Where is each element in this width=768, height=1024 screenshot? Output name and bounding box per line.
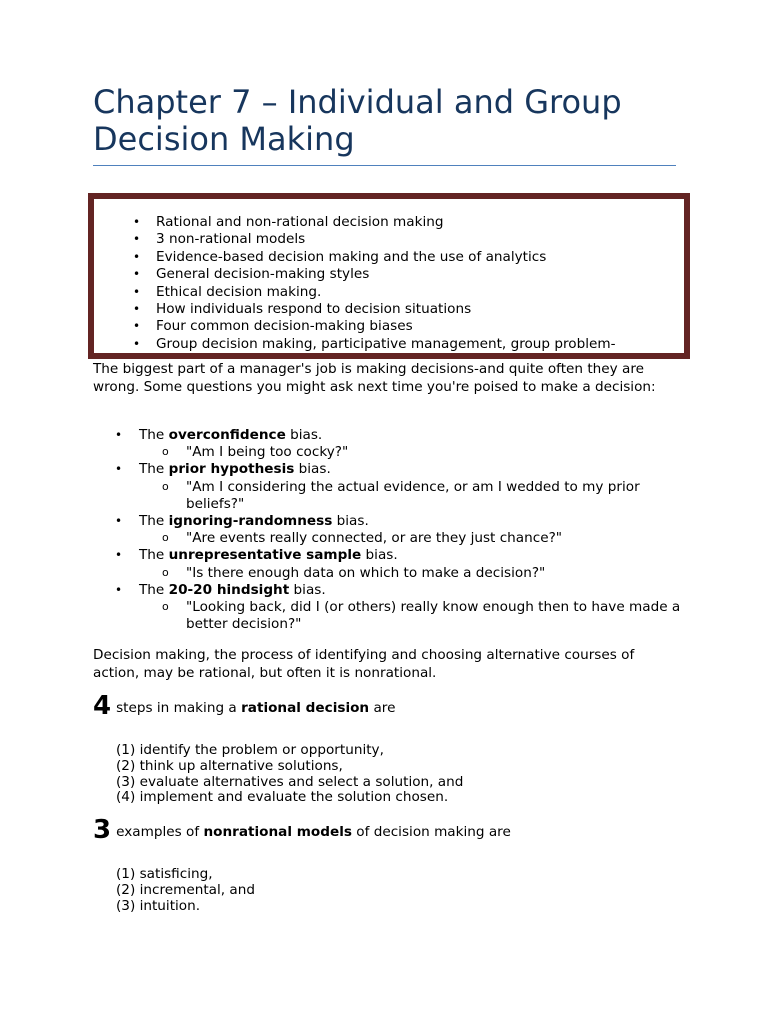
bias-question: o "Looking back, did I (or others) really know enough then to have made a better decision?" xyxy=(139,599,683,633)
bias-name: ignoring-randomness xyxy=(168,513,333,530)
topic-item: • 3 non-rational models xyxy=(94,231,616,248)
bias-question: o "Am I considering the actual evidence, or am I wedded to my prior beliefs?" xyxy=(139,479,683,513)
topic-item: • Four common decision-making biases xyxy=(94,318,616,335)
bias-prefix: The xyxy=(139,547,169,564)
bias-prefix: The xyxy=(139,513,169,530)
nonrational-post: of decision making are xyxy=(351,824,511,840)
step-item: (4) implement and evaluate the solution chosen. xyxy=(116,789,449,806)
bias-prefix: The xyxy=(139,581,169,598)
nonrational-models xyxy=(116,867,255,914)
bias-question: o "Am I being too cocky?" xyxy=(139,444,683,461)
bias-name: 20-20 hindsight xyxy=(168,581,290,598)
bias-question: o "Is there enough data on which to make a decision?" xyxy=(139,565,683,582)
bias-suffix: bias. xyxy=(294,461,331,478)
rational-heading xyxy=(93,691,396,721)
nonrational-number: 3 xyxy=(93,815,112,845)
title-underline xyxy=(93,165,676,166)
rational-post: are xyxy=(369,700,396,716)
rational-bold: rational decision xyxy=(241,700,370,716)
bias-question: o "Are events really connected, or are they just chance?" xyxy=(139,530,683,547)
rational-pre: steps in making a xyxy=(116,700,242,716)
topic-item: • How individuals respond to decision situations xyxy=(94,301,616,318)
bias-item xyxy=(93,513,683,547)
model-item: (1) satisficing, xyxy=(116,866,213,882)
bias-item xyxy=(93,461,683,513)
rational-steps xyxy=(116,743,463,806)
rational-number: 4 xyxy=(93,691,112,721)
model-item: (3) intuition. xyxy=(116,897,201,914)
step-item: (1) identify the problem or opportunity, xyxy=(116,742,384,758)
bias-prefix: The xyxy=(139,461,169,478)
topic-item: • Rational and non-rational decision making xyxy=(94,214,616,231)
topic-item: • Group decision making, participative management, group problem- xyxy=(94,336,616,353)
bias-suffix: bias. xyxy=(361,547,398,564)
step-item: (3) evaluate alternatives and select a solution, and xyxy=(116,773,464,790)
nonrational-heading xyxy=(93,815,511,845)
bias-item xyxy=(93,582,683,634)
model-item: (2) incremental, and xyxy=(116,881,255,898)
bias-suffix: bias. xyxy=(285,427,323,443)
step-item: (2) think up alternative solutions, xyxy=(116,757,343,774)
topics-list xyxy=(94,214,616,353)
bias-item xyxy=(93,547,683,581)
bias-list xyxy=(93,427,683,633)
page-title: Chapter 7 – Individual and Group Decision Making xyxy=(93,83,622,158)
definition-paragraph: Decision making, the process of identifying and choosing alternative courses of action, may be rational, but often it is nonrational. xyxy=(93,647,635,681)
nonrational-pre: examples of xyxy=(116,824,204,840)
topic-item: • Ethical decision making. xyxy=(94,284,616,301)
bias-prefix: The xyxy=(139,427,169,443)
bias-name: prior hypothesis xyxy=(168,461,295,478)
bias-name: unrepresentative sample xyxy=(168,547,362,564)
intro-paragraph: The biggest part of a manager's job is making decisions-and quite often they are wrong. Some questions you might ask next time you're poised to make a decision: xyxy=(93,361,656,395)
topic-item: • General decision-making styles xyxy=(94,266,616,283)
topics-box xyxy=(88,193,690,359)
nonrational-bold: nonrational models xyxy=(203,824,352,840)
bias-suffix: bias. xyxy=(289,581,326,598)
topic-item: • Evidence-based decision making and the use of analytics xyxy=(94,249,616,266)
bias-item xyxy=(93,427,683,461)
bias-suffix: bias. xyxy=(332,513,369,530)
bias-name: overconfidence xyxy=(168,427,286,443)
